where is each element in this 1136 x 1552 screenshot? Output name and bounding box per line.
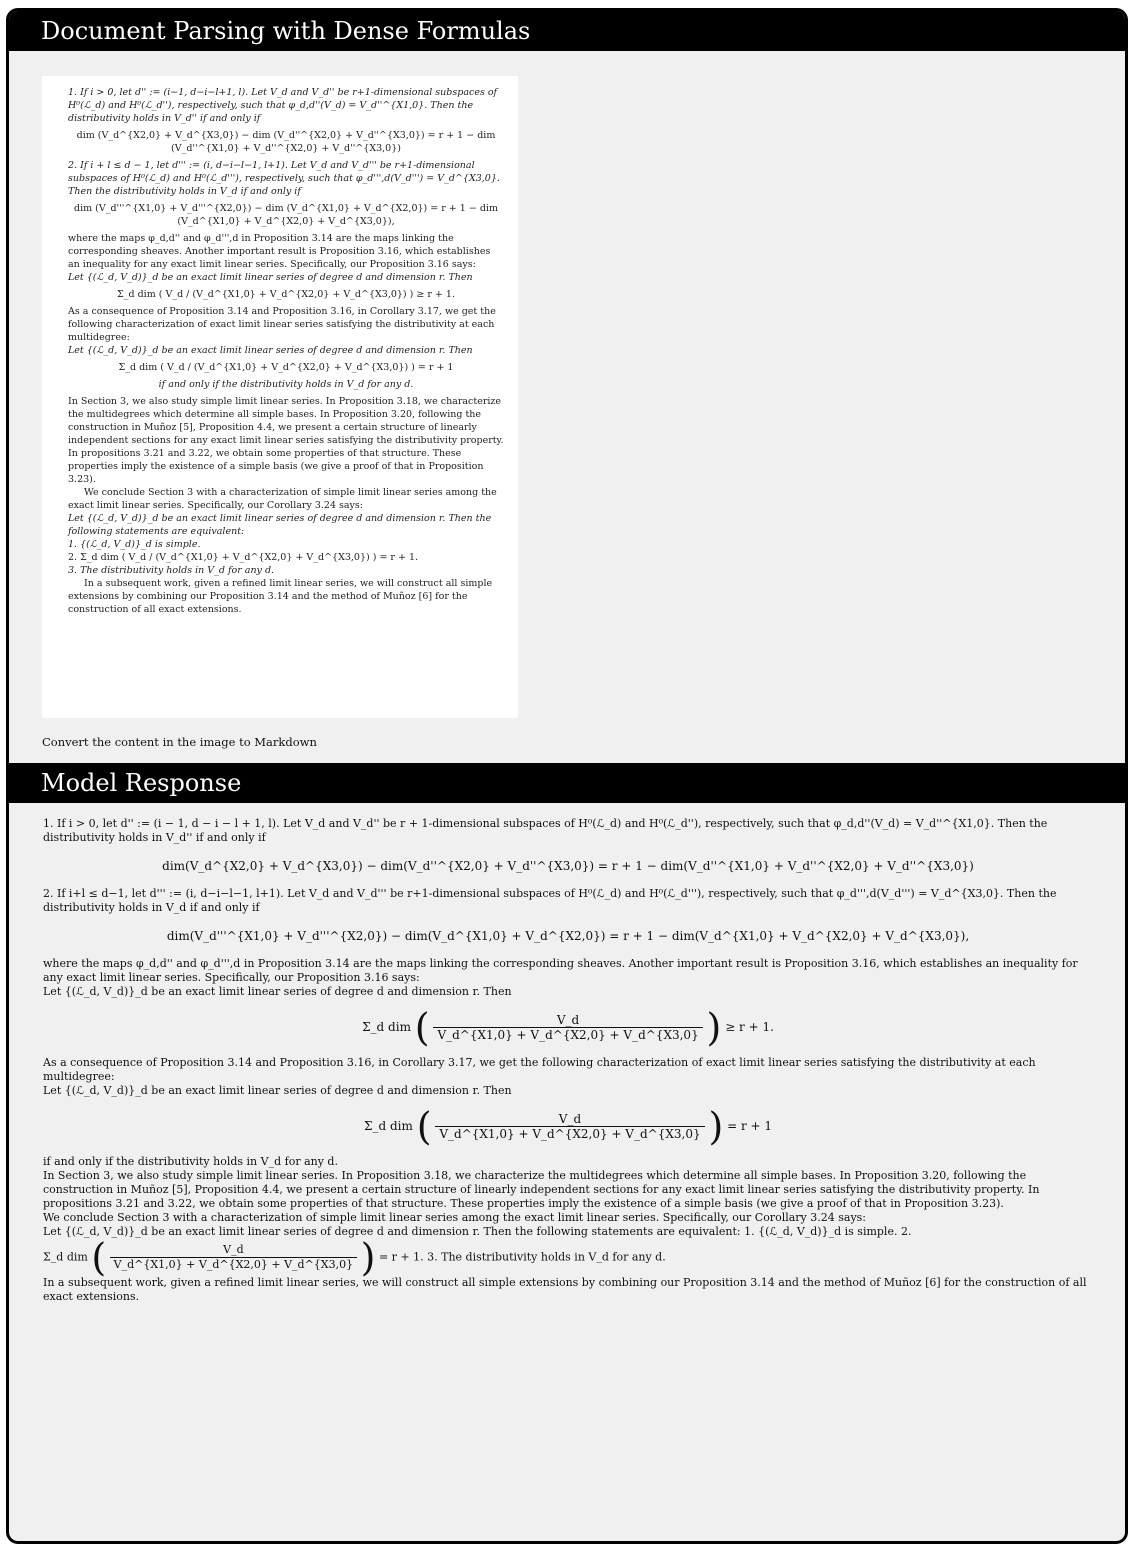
fraction [110, 1243, 358, 1272]
equation-rhs: ≥ r + 1. [725, 1020, 774, 1034]
prompt-text: Convert the content in the image to Markdown [42, 735, 317, 749]
response-statement: if and only if the distributivity holds in V_d for any d. [43, 1155, 338, 1168]
response-equation-4: Σ_d dim ( $\frac{V\_d}{V\_d\^{}\{X1,0\} + V\_d\^{}\{X2,0\} + V\_d\^{}\{X3,0\}}$ ) = r + 1 [363, 1104, 773, 1149]
doc-paragraph: In Section 3, we also study simple limit linear series. In Proposition 3.18, we characterize the multidegrees which determine all simple bases. In Proposition 3.20, following the construction in Muñoz [5], Proposition 4.4, we present a certain structure of linearly independent sections for any exact limit linear series satisfying the distributivity property. In propositions 3.21 and 3.22, we obtain some properties of that structure. These properties imply the existence of a simple basis (we give a proof of that in Proposition 3.23). [68, 396, 504, 485]
doc-equation-1: dim (V_d^{X2,0} + V_d^{X3,0}) − dim (V_d''^{X2,0} + V_d''^{X3,0}) = r + 1 − dim (V_d''^{X1,0} + V_d''^{X2,0} + V_d''^{X3,0}) [76, 130, 496, 154]
fraction [433, 1013, 702, 1042]
doc-paragraph: We conclude Section 3 with a characterization of simple limit linear series among the exact limit linear series. Specifically, our Corollary 3.24 says: [68, 487, 497, 511]
fraction-denominator: V_d^{X1,0} + V_d^{X2,0} + V_d^{X3,0} [437, 1028, 699, 1042]
bottom-header: Model Response [9, 763, 1125, 803]
doc-item-2: 2. If i + l ≤ d − 1, let d''' := (i, d−i−l−1, l+1). Let V_d and V_d''' be r+1-dimensional subspaces of H⁰(ℒ_d) and H⁰(ℒ_d'''), respectively, such that φ_d''',d(V_d''') = V_d^{X3,0}. Then the distributivity holds in V_d if and only if [68, 160, 500, 197]
doc-list-item: 3. The distributivity holds in V_d for any d. [68, 565, 275, 576]
sum-dim: Σ_d dim [362, 1020, 411, 1034]
doc-item-1: 1. If i > 0, let d'' := (i−1, d−i−l+1, l). Let V_d and V_d'' be r+1-dimensional subspaces of H⁰(ℒ_d) and H⁰(ℒ_d''), respectively, such that φ_d,d''(V_d) = V_d''^{X1,0}. Then the distributivity holds in V_d'' if and only if [68, 87, 498, 124]
doc-list-item: 1. {(ℒ_d, V_d)}_d is simple. [68, 539, 201, 550]
figure-frame [6, 8, 1128, 1544]
response-item-1: 1. If i > 0, let d'' := (i − 1, d − i − l + 1, l). Let V_d and V_d'' be r + 1-dimensional subspaces of H⁰(ℒ_d) and H⁰(ℒ_d''), respectively, such that φ_d,d''(V_d) = V_d''^{X1,0}. Then the distributivity holds in V_d'' if and only if [43, 817, 1048, 844]
sum-dim: Σ_d dim [363, 1119, 413, 1133]
doc-paragraph: where the maps φ_d,d'' and φ_d''',d in Proposition 3.14 are the maps linking the corresponding sheaves. Another important result is Proposition 3.16, which establishes an inequality for any exact limit linear series. Specifically, our Proposition 3.16 says: [68, 233, 491, 270]
fraction-numerator: V_d [433, 1013, 702, 1028]
doc-statement: Let {(ℒ_d, V_d)}_d be an exact limit linear series of degree d and dimension r. Then [68, 345, 473, 356]
doc-paragraph: As a consequence of Proposition 3.14 and Proposition 3.16, in Corollary 3.17, we get the following characterization of exact limit linear series satisfying the distributivity at each multidegree: [68, 306, 496, 343]
fraction-denominator: V_d^{X1,0} + V_d^{X2,0} + V_d^{X3,0} [113, 1258, 354, 1271]
response-paragraph: where the maps φ_d,d'' and φ_d''',d in Proposition 3.14 are the maps linking the corresponding sheaves. Another important result is Proposition 3.16, which establishes an inequality for any exact limit linear series. Specifically, our Proposition 3.16 says: [43, 957, 1078, 984]
response-equation-2: dim(V_d'''^{X1,0} + V_d'''^{X2,0}) − dim(V_d^{X1,0} + V_d^{X2,0}) = r + 1 − dim(V_d^{X1,0} + V_d^{X2,0} + V_d^{X3,0}), [166, 929, 970, 943]
response-statement: Let {(ℒ_d, V_d)}_d be an exact limit linear series of degree d and dimension r. Then the following statements are equivalent: 1. {(ℒ_d, V_d)}_d is simple. 2. [43, 1225, 912, 1238]
doc-paragraph: In a subsequent work, given a refined limit linear series, we will construct all simple extensions by combining our Proposition 3.14 and the method of Muñoz [6] for the construction of all exact extensions. [68, 578, 493, 615]
response-statement: Let {(ℒ_d, V_d)}_d be an exact limit linear series of degree d and dimension r. Then [43, 985, 512, 998]
response-equation-3: Σ_d dim ( $\frac{V\_d}{V\_d\^{}\{X1,0\} + V\_d\^{}\{X2,0\} + V\_d\^{}\{X3,0\}}$ ) ≥ r + 1. [362, 1005, 774, 1050]
doc-statement: Let {(ℒ_d, V_d)}_d be an exact limit linear series of degree d and dimension r. Then the following statements are equivalent: [68, 513, 492, 537]
response-equation-1: dim(V_d^{X2,0} + V_d^{X3,0}) − dim(V_d''^{X2,0} + V_d''^{X3,0}) = r + 1 − dim(V_d''^{X1,0} + V_d''^{X2,0} + V_d''^{X3,0}) [162, 859, 974, 873]
response-item-2: 2. If i+l ≤ d−1, let d''' := (i, d−i−l−1, l+1). Let V_d and V_d''' be r+1-dimensional subspaces of H⁰(ℒ_d) and H⁰(ℒ_d'''), respectively, such that φ_d''',d(V_d''') = V_d^{X3,0}. Then the distributivity holds in V_d if and only if [43, 887, 1057, 914]
input-panel [9, 51, 1125, 763]
top-header: Document Parsing with Dense Formulas [9, 11, 1125, 51]
doc-equation-3: Σ_d dim ( V_d / (V_d^{X1,0} + V_d^{X2,0} + V_d^{X3,0}) ) ≥ r + 1. [117, 289, 455, 300]
doc-statement: if and only if the distributivity holds in V_d for any d. [158, 379, 414, 390]
response-paragraph: In a subsequent work, given a refined limit linear series, we will construct all simple extensions by combining our Proposition 3.14 and the method of Muñoz [6] for the construction of all exact extensions. [43, 1276, 1087, 1303]
doc-statement: Let {(ℒ_d, V_d)}_d be an exact limit linear series of degree d and dimension r. Then [68, 272, 473, 283]
fraction-numerator: V_d [435, 1112, 704, 1127]
response-inline-equation: Σ_d dim ( $\frac{V\_d}{V\_d\^{}\{X1,0\} + V\_d\^{}\{X2,0\} + V\_d\^{}\{X3,0\}}$ ) = r + 1. 3. The distributivity holds in V_d for any d. [43, 1235, 666, 1280]
sum-dim: Σ_d dim [43, 1250, 88, 1264]
equation-rhs: = r + 1. 3. The distributivity holds in V_d for any d. [378, 1250, 666, 1264]
doc-list-item: 2. Σ_d dim ( V_d / (V_d^{X1,0} + V_d^{X2,0} + V_d^{X3,0}) ) = r + 1. [68, 552, 419, 563]
response-statement: Let {(ℒ_d, V_d)}_d be an exact limit linear series of degree d and dimension r. Then [43, 1084, 512, 1097]
fraction [435, 1112, 704, 1141]
doc-equation-4: Σ_d dim ( V_d / (V_d^{X1,0} + V_d^{X2,0} + V_d^{X3,0}) ) = r + 1 [118, 362, 454, 373]
doc-equation-2: dim (V_d'''^{X1,0} + V_d'''^{X2,0}) − dim (V_d^{X1,0} + V_d^{X2,0}) = r + 1 − dim (V_d^{X1,0} + V_d^{X2,0} + V_d^{X3,0}), [74, 203, 498, 227]
document-image [42, 76, 518, 718]
response-paragraph: As a consequence of Proposition 3.14 and Proposition 3.16, in Corollary 3.17, we get the following characterization of exact limit linear series satisfying the distributivity at each multidegree: [43, 1056, 1036, 1083]
fraction-denominator: V_d^{X1,0} + V_d^{X2,0} + V_d^{X3,0} [439, 1127, 701, 1141]
equation-rhs: = r + 1 [727, 1119, 773, 1133]
response-paragraph: We conclude Section 3 with a characterization of simple limit linear series among the exact limit linear series. Specifically, our Corollary 3.24 says: [43, 1211, 867, 1224]
response-paragraph: In Section 3, we also study simple limit linear series. In Proposition 3.18, we characterize the multidegrees which determine all simple bases. In Proposition 3.20, following the construction in Muñoz [5], Proposition 4.4, we present a certain structure of linearly independent sections for any exact limit linear series satisfying the distributivity property. In propositions 3.21 and 3.22, we obtain some properties of that structure. These properties imply the existence of a simple basis (we give a proof of that in Proposition 3.23). [43, 1169, 1040, 1210]
fraction-numerator: V_d [110, 1243, 358, 1258]
response-panel [9, 803, 1125, 1544]
